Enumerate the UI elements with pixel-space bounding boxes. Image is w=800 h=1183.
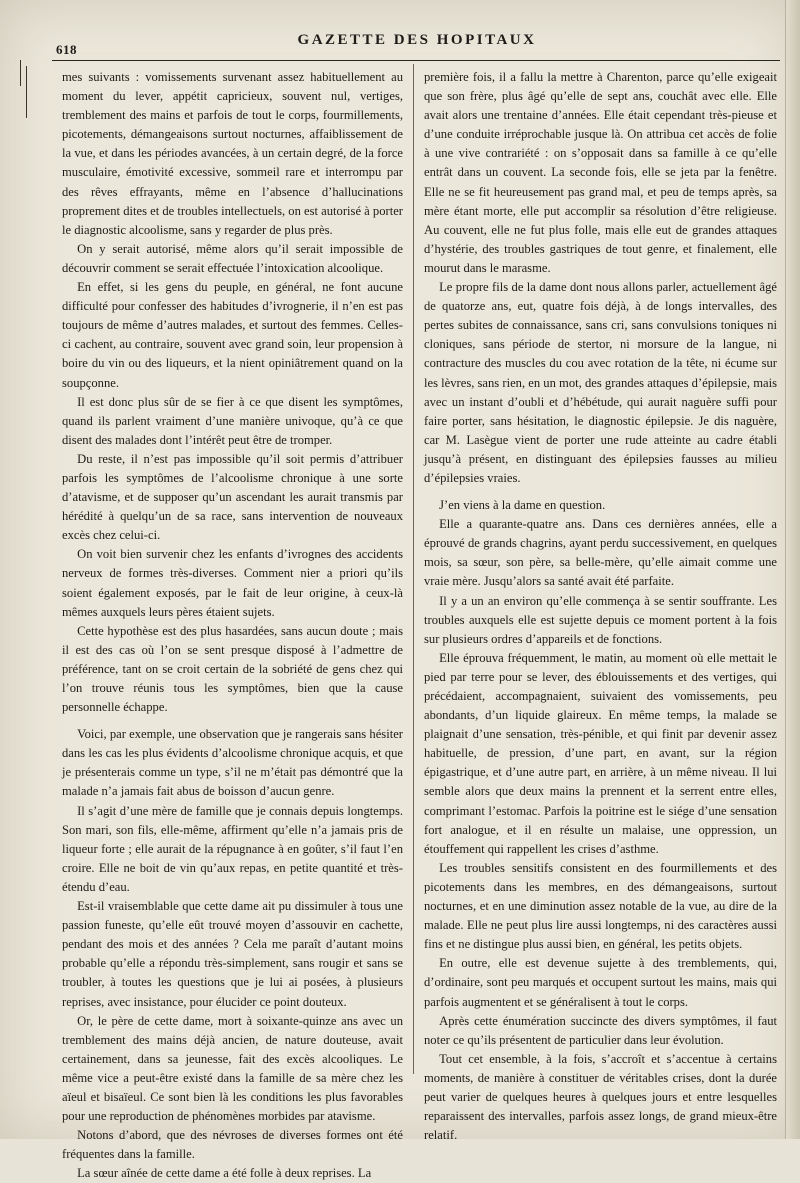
- paragraph: Le propre fils de la dame dont nous allons parler, actuellement âgé de quatorze ans, eut, quatre fois déjà, à de longs intervalles, des pertes subites de connaissance, sans cri, sans convulsions toniques ni cloniques, sans période de stertor, ni morsure de la langue, ni contracture des muscles du cou avec rotation de la tête, ni écume sur les lèvres, sans rien, en un mot, des grandes attaques d’épilepsie, mais avec un instant d’oubli et d’hébétude, qui aurait naguère suffi pour faire porter, sans hésitation, le diagnostic épilepsie. Je dis naguère, car M. Lasègue vient de porter une rude atteinte au cadre établi jusqu’à présent, en distinguant des épilepsies fausses au milieu d’épilepsies vraies.: [424, 280, 777, 485]
- paragraph: On voit bien survenir chez les enfants d’ivrognes des accidents nerveux de formes très-diverses. Comment nier a priori qu’ils soient également exposés, par le fait de leur origine, à ceux-là mêmes auxquels leurs pères étaient sujets.: [62, 547, 403, 619]
- page-header: [52, 28, 782, 56]
- paragraph: Cette hypothèse est des plus hasardées, sans aucun doute ; mais il est des cas où l’on se sent presque disposé à l’admettre de préférence, tant on se croit certain de la sobriété de gens chez qui l’on trouve réunis tous les symptômes, bien que la cause personnelle échappe.: [62, 623, 403, 715]
- paragraph: Les troubles sensitifs consistent en des fourmillements et des picotements dans les membres, en des démangeaisons, surtout nocturnes, et en une diminution assez notable de la vue, au dire de la malade. Elle ne peut plus lire aussi longtemps, ni des caractères aussi fins et ne distingue plus aussi bien, en général, les petits objets.: [424, 860, 777, 952]
- paragraph: Voici, par exemple, une observation que je rangerais sans hésiter dans les cas les plus évidents d’alcoolisme chronique acquis, et que je présenterais comme un type, s’il ne m’était pas démontré que la malade n’a jamais fait abus de boisson d’aucun genre.: [62, 727, 403, 799]
- left-column: [62, 68, 403, 1183]
- paragraph: Il est donc plus sûr de se fier à ce que disent les symptômes, quand ils parlent vraiment d’une manière univoque, qu’à ce que disent des malades dont l’intérêt peut être de tromper.: [62, 394, 403, 447]
- paragraph: En effet, si les gens du peuple, en général, ne font aucune difficulté pour confesser des habitudes d’ivrognerie, il n’en est pas toujours de même d’autres malades, et surtout des femmes. Celles-ci cachent, au contraire, souvent avec grand soin, leur propension à boire du vin ou des liqueurs, et la nient opiniâtrement quand on la soupçonne.: [62, 280, 403, 390]
- paragraph: Elle éprouva fréquemment, le matin, au moment où elle mettait le pied par terre pour se lever, des éblouissements et des vertiges, qui précédaient, accompagnaient, suivaient des vomissements, peu abondants, d’un liquide glaireux. En même temps, la malade se plaignait d’une sensation, très-pénible, et qui finit par devenir assez habituelle, de pression, d’une part, en avant, sur la région épigastrique, et d’une autre part, en arrière, à un même niveau. Il lui semble alors que deux mains la prennent et la serrent entre elles, comprimant l’estomac. Parfois la poitrine est le siége d’une sensation fort analogue, et il en résulte un malaise, une oppression, un étouffement qui rappellent les crises d’asthme.: [424, 650, 777, 856]
- paragraph: J’en viens à la dame en question.: [439, 498, 606, 513]
- paragraph: première fois, il a fallu la mettre à Charenton, parce qu’elle exigeait que son frère, plus âgé qu’elle de sept ans, couchât avec elle. Elle avait alors une trentaine d’années. Elle était cependant très-pieuse et d’une conduite irréprochable jusque là. On attribua cet accès de folie à une vive contrariété : on s’opposait dans sa famille à ce qu’elle entrât dans un couvent. La seconde fois, elle se jeta par la fenêtre. Elle ne se fit heureusement pas grand mal, et peu de temps après, sa mère étant morte, elle put accomplir sa résolution d’être religieuse. Au couvent, elle ne fut plus folle, mais elle eut de grandes attaques d’hystérie, des troubles gastriques de tout genre, et finalement, elle mourut dans le marasme.: [424, 70, 777, 275]
- right-column: [424, 68, 777, 1145]
- paragraph: Elle a quarante-quatre ans. Dans ces dernières années, elle a éprouvé de grands chagrins, ayant perdu successivement, en quelques mois, sa sœur, son père, sa belle-mère, qu’elle aimait comme une vraie mère. Jusqu’alors sa santé avait été parfaite.: [424, 517, 777, 589]
- paragraph: On y serait autorisé, même alors qu’il serait impossible de découvrir comment se serait effectuée l’intoxication alcoolique.: [62, 241, 403, 275]
- page-number: 618: [56, 42, 77, 57]
- paragraph: Après cette énumération succincte des divers symptômes, il faut noter ce qu’ils présentent de particulier dans leur évolution.: [424, 1013, 777, 1047]
- paragraph: Du reste, il n’est pas impossible qu’il soit permis d’attribuer parfois les symptômes de l’alcoolisme chronique à une sorte d’atavisme, et de supposer qu’un ascendant les aurait transmis par hérédité à quelqu’un de sa race, sans intervention de nouveaux excès chez celui-ci.: [62, 451, 403, 543]
- paragraph: Est-il vraisemblable que cette dame ait pu dissimuler à tous une passion funeste, qu’elle eût trouvé moyen d’assouvir en cachette, pendant des mois et des années ? Cela me paraît d’autant moins probable qu’elle a répondu très-simplement, sans rougir et sans se troubler, à toutes les questions que je lui ai posées, à plusieurs reprises, avec insistance, pour élucider ce point douteux.: [62, 899, 403, 1009]
- paragraph: Tout cet ensemble, à la fois, s’accroît et s’accentue à certains moments, de manière à constituer de véritables crises, dont la durée peut varier de quelques heures à quelques jours et entre lesquelles reparaissent des intervalles, parfois assez longs, de grand mieux-être relatif.: [424, 1051, 777, 1143]
- paragraph: La sœur aînée de cette dame a été folle à deux reprises. La: [77, 1166, 372, 1181]
- paragraph: Il s’agit d’une mère de famille que je connais depuis longtemps. Son mari, son fils, elle-même, affirment qu’elle n’a jamais pris de liqueur forte ; elle aurait de la répugnance à en goûter, s’il faut l’en croire. Elle ne boit de vin qu’aux repas, en petite quantité et très-étendu d’eau.: [62, 803, 403, 894]
- paragraph: Notons d’abord, que des névroses de diverses formes ont été fréquentes dans la famille.: [62, 1128, 403, 1162]
- running-title: GAZETTE DES HOPITAUX: [297, 32, 537, 48]
- column-divider: [413, 64, 414, 1074]
- paragraph: mes suivants : vomissements survenant assez habituellement au moment du lever, appétit capricieux, souvent nul, vertiges, tremblement des mains et parfois de tout le corps, fourmillements, picotements, démangeaisons surtout nocturnes, affaiblissement de la vue, et dans les périodes avancées, à un certain degré, de la force musculaire, émotivité excessive, sommeil rare et interrompu par des rêves effrayants, même en l’absence d’hallucinations proprement dites et de troubles intellectuels, on est autorisé à porter le diagnostic alcoolisme, sans y regarder de plus près.: [62, 70, 403, 237]
- paragraph: En outre, elle est devenue sujette à des tremblements, qui, d’ordinaire, sont peu marqués et occupent surtout les mains, mais qui parfois augmentent et se généralisent à tout le corps.: [424, 956, 777, 1009]
- page-edge: [785, 0, 800, 1139]
- paragraph: Or, le père de cette dame, mort à soixante-quinze ans avec un tremblement des mains déjà ancien, de nature douteuse, avait certainement, dans sa jeunesse, fait des excès alcooliques. Le même vice a peut-être existé dans la famille de sa mère chez les aïeul et bisaïeul. Ce sont bien là les conditions les plus favorables pour une reproduction de phénomènes morbides par atavisme.: [62, 1013, 403, 1124]
- paragraph: Il y a un an environ qu’elle commença à se sentir souffrante. Les troubles auxquels elle est sujette depuis ce moment portent à la fois sur plusieurs ordres d’appareils et de fonctions.: [424, 593, 777, 646]
- margin-marks: [16, 60, 40, 120]
- header-rule: [52, 60, 780, 61]
